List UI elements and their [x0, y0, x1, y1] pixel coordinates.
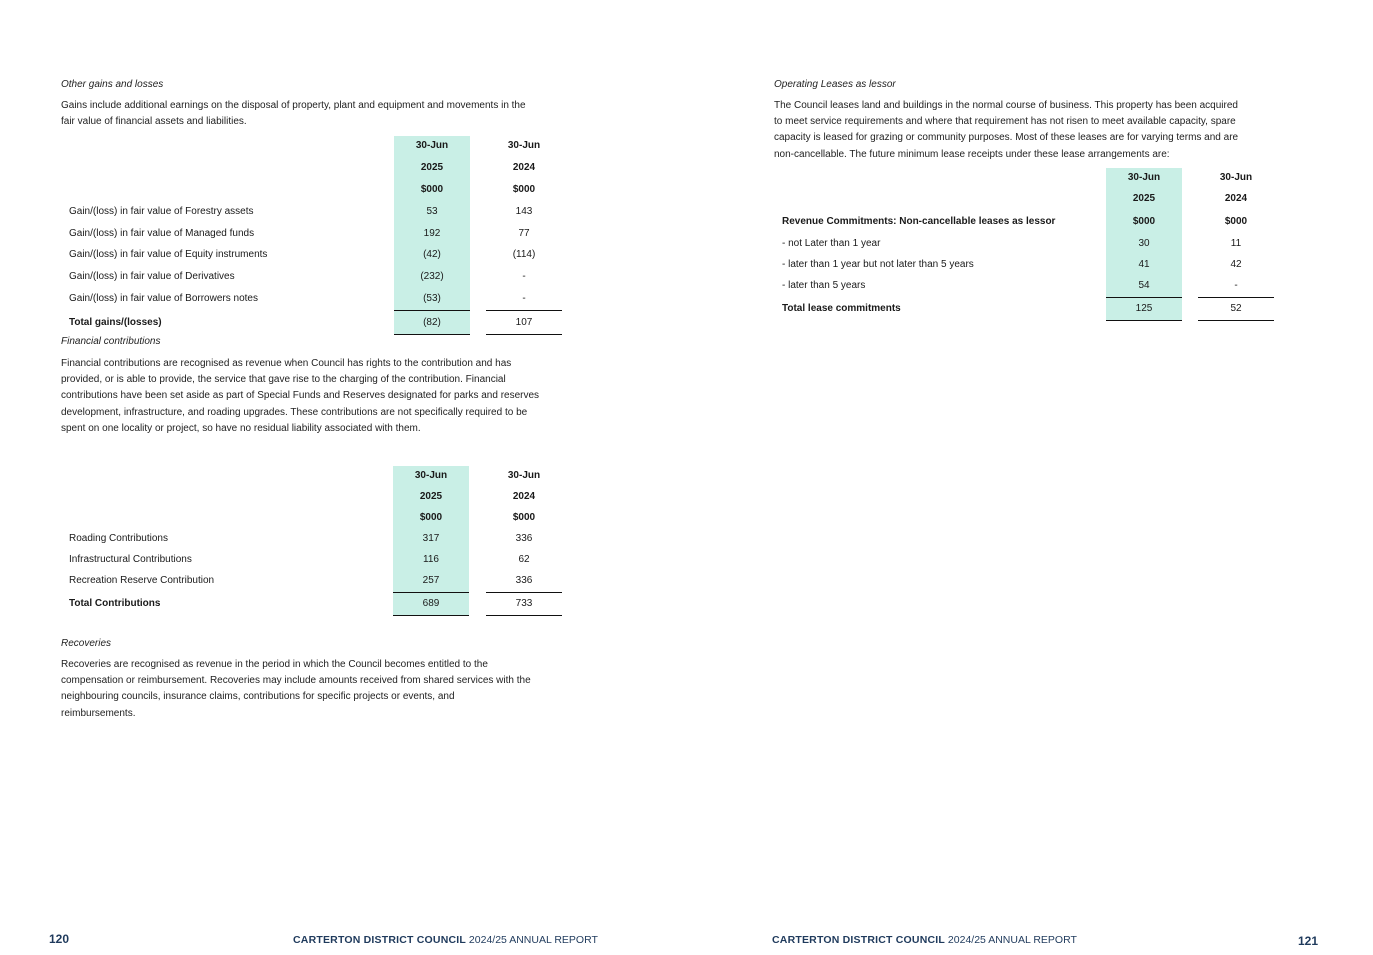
footer-org: CARTERTON DISTRICT COUNCIL	[293, 934, 466, 946]
total-label: Total Contributions	[69, 598, 161, 609]
row-value-2025: (42)	[423, 249, 441, 260]
row-value-2024: 336	[515, 575, 533, 586]
row-value-2024: -	[522, 271, 526, 282]
page-number: 121	[1298, 934, 1319, 948]
header-2025-year: 2025	[1132, 193, 1156, 204]
footer-title	[772, 934, 1077, 946]
footer-org: CARTERTON DISTRICT COUNCIL	[772, 934, 945, 946]
header-2024-year: 2024	[512, 162, 536, 173]
subtotal-rule	[1106, 297, 1182, 298]
paragraph-line: The Council leases land and buildings in the normal course of business. This property has been acquired	[774, 100, 1238, 111]
row-label: Gain/(loss) in fair value of Borrowers notes	[69, 293, 258, 304]
total-value-2024: 733	[515, 598, 533, 609]
row-label: - later than 5 years	[782, 280, 866, 291]
row-value-2025: 257	[422, 575, 440, 586]
gains-heading: Other gains and losses	[61, 79, 164, 90]
header-2024-year: 2024	[1224, 193, 1248, 204]
recoveries-paragraph	[61, 657, 531, 722]
paragraph-line: fair value of financial assets and liabilities.	[61, 116, 247, 128]
row-value-2025: 30	[1138, 238, 1150, 249]
total-value-2025: 689	[422, 598, 440, 609]
total-value-2025: 125	[1135, 303, 1153, 314]
paragraph-line: provided, or is able to provide, the service that gave rise to the charging of the contribution. Financial	[61, 374, 506, 386]
total-rule	[486, 615, 562, 616]
paragraph-line: neighbouring councils, insurance claims, contributions for specific projects or events, and	[61, 691, 455, 703]
header-2024-date: 30-Jun	[507, 470, 541, 481]
footer-report: 2024/25 ANNUAL REPORT	[468, 934, 598, 946]
header-2025-year: 2025	[420, 162, 444, 173]
row-value-2025: 53	[426, 206, 438, 217]
header-2024-unit: $000	[1224, 216, 1248, 227]
section-label: Revenue Commitments: Non-cancellable leases as lessor	[782, 216, 1056, 227]
total-rule	[1106, 320, 1182, 321]
row-value-2025: 192	[423, 228, 441, 239]
row-value-2024: 77	[518, 228, 530, 239]
header-2024-date: 30-Jun	[1219, 172, 1253, 183]
row-value-2025: 41	[1138, 259, 1150, 270]
paragraph-line: to meet service requirements and where that requirement has not risen to meet available capacity, spare	[774, 116, 1236, 128]
subtotal-rule	[486, 592, 562, 593]
header-2025-date: 30-Jun	[415, 140, 449, 151]
header-2025-unit: $000	[419, 512, 443, 523]
paragraph-line: compensation or reimbursement. Recoveries may include amounts received from shared services with the	[61, 675, 531, 687]
total-rule	[486, 334, 562, 335]
header-2024-unit: $000	[512, 184, 536, 195]
row-value-2024: 143	[515, 206, 533, 217]
header-2025-unit: $000	[420, 184, 444, 195]
gains-paragraph	[61, 98, 526, 130]
row-value-2025: 54	[1138, 280, 1150, 291]
row-value-2024: -	[1234, 280, 1238, 291]
row-value-2025: (53)	[423, 293, 441, 304]
header-2024-date: 30-Jun	[507, 140, 541, 151]
header-2024-year: 2024	[512, 491, 536, 502]
row-label: - later than 1 year but not later than 5 years	[782, 259, 974, 270]
row-label: Roading Contributions	[69, 533, 168, 544]
total-label: Total gains/(losses)	[69, 317, 162, 328]
header-2025-date: 30-Jun	[1127, 172, 1161, 183]
total-rule	[393, 615, 469, 616]
row-label: Recreation Reserve Contribution	[69, 575, 215, 586]
row-label: Gain/(loss) in fair value of Equity instruments	[69, 249, 268, 260]
row-value-2024: (114)	[512, 249, 536, 260]
recoveries-heading: Recoveries	[61, 638, 112, 649]
row-label: Gain/(loss) in fair value of Managed funds	[69, 228, 255, 239]
row-value-2024: -	[522, 293, 526, 304]
page-number: 120	[49, 932, 70, 946]
paragraph-line: contributions have been set aside as part of Special Funds and Reserves designated for parks and reserves	[61, 390, 540, 402]
total-rule	[394, 334, 470, 335]
row-value-2025: (232)	[420, 271, 444, 282]
row-value-2024: 62	[518, 554, 530, 565]
total-value-2024: 52	[1230, 303, 1242, 314]
header-2024-unit: $000	[512, 512, 536, 523]
leases-paragraph	[774, 98, 1238, 163]
total-rule	[1198, 320, 1274, 321]
subtotal-rule	[394, 310, 470, 311]
subtotal-rule	[393, 592, 469, 593]
row-value-2025: 116	[423, 554, 439, 565]
row-label: Gain/(loss) in fair value of Derivatives	[69, 271, 235, 282]
footer-title	[293, 934, 598, 946]
row-label: Gain/(loss) in fair value of Forestry assets	[69, 206, 254, 217]
row-value-2024: 11	[1230, 238, 1242, 249]
subtotal-rule	[486, 310, 562, 311]
row-label: Infrastructural Contributions	[69, 554, 192, 565]
header-2025-date: 30-Jun	[414, 470, 448, 481]
header-2025-unit: $000	[1132, 216, 1156, 227]
paragraph-line: spent on one locality or project, so have no residual liability associated with them.	[61, 422, 421, 434]
paragraph-line: Financial contributions are recognised as revenue when Council has rights to the contribution and has	[61, 358, 512, 369]
row-label: - not Later than 1 year	[782, 238, 881, 249]
total-value-2024: 107	[515, 317, 533, 328]
header-2025-year: 2025	[419, 491, 443, 502]
footer-report: 2024/25 ANNUAL REPORT	[947, 934, 1077, 946]
row-value-2025: 317	[422, 533, 440, 544]
paragraph-line: development, infrastructure, and roading upgrades. These contributions are not specifically required to be	[61, 406, 528, 418]
paragraph-line: capacity is leased for grazing or community purposes. Most of these leases are for varying terms and are	[774, 132, 1239, 144]
paragraph-line: Gains include additional earnings on the disposal of property, plant and equipment and movements in the	[61, 100, 526, 111]
leases-heading: Operating Leases as lessor	[774, 79, 896, 90]
subtotal-rule	[1198, 297, 1274, 298]
contributions-heading: Financial contributions	[61, 336, 161, 347]
row-value-2024: 42	[1230, 259, 1242, 270]
total-label: Total lease commitments	[782, 303, 901, 314]
row-value-2024: 336	[515, 533, 533, 544]
total-value-2025: (82)	[423, 317, 441, 328]
paragraph-line: Recoveries are recognised as revenue in the period in which the Council becomes entitled to the	[61, 659, 488, 670]
paragraph-line: non-cancellable. The future minimum lease receipts under these lease arrangements are:	[774, 148, 1170, 160]
contributions-paragraph	[61, 356, 539, 437]
paragraph-line: reimbursements.	[61, 707, 136, 719]
